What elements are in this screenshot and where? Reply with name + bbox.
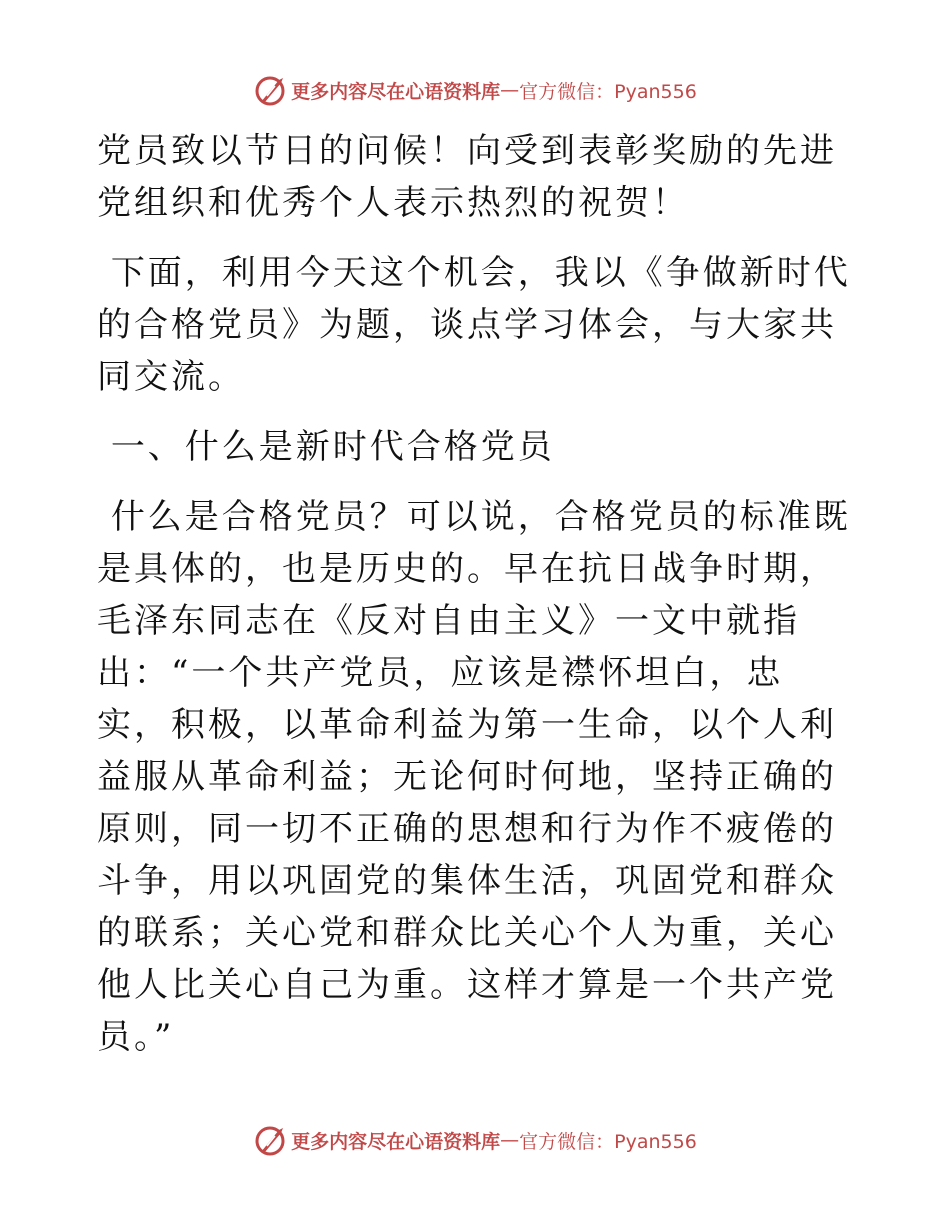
banner-wechat: 官方微信：Pyan556 [519,80,697,103]
section-heading: 一、什么是新时代合格党员 [97,427,555,467]
header-banner [0,70,950,110]
quill-logo-icon [253,72,289,108]
banner-dash: — [500,1129,520,1151]
paragraph-intro: 下面，利用今天这个机会，我以《争做新时代的合格党员》为题，谈点学习体会，与大家共同交流。 [97,253,851,397]
paragraph-quote: 什么是合格党员？可以说，合格党员的标准既是具体的，也是历史的。早在抗日战争时期，毛泽东同志在《反对自由主义》一文中就指出：“一个共产党员，应该是襟怀坦白，忠实，积极，以革命利益为第一生命，以个人利益服从革命利益；无论何时何地，坚持正确的原则，同一切不正确的思想和行为作不疲倦的斗争，用以巩固党的集体生活，巩固党和群众的联系；关心党和群众比关心个人为重，关心他人比关心自己为重。这样才算是一个共产党员。” [97,497,851,1057]
quill-logo-icon [253,1122,289,1158]
banner-wechat: 官方微信：Pyan556 [519,1130,697,1153]
paragraph-greeting: 党员致以节日的问候！向受到表彰奖励的先进党组织和优秀个人表示热烈的祝贺！ [97,131,837,223]
document-body [97,125,857,1081]
footer-banner [0,1120,950,1160]
banner-title: 更多内容尽在心语资料库 [291,80,501,103]
banner-title: 更多内容尽在心语资料库 [291,1130,501,1153]
banner-dash: — [500,79,520,101]
